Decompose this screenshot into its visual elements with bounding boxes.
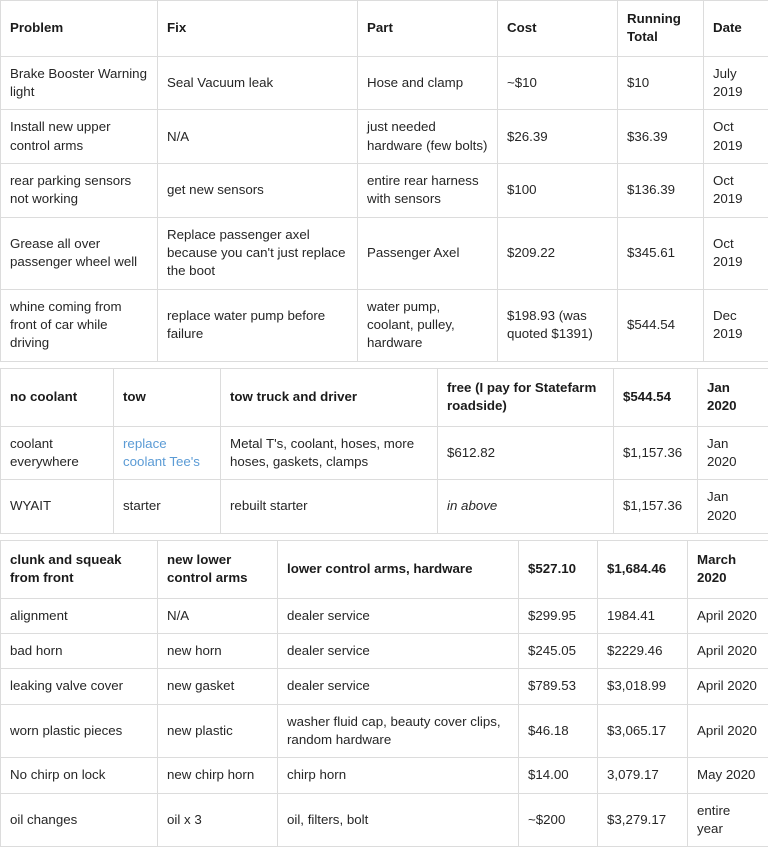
column-header-date: Jan 2020: [698, 368, 768, 426]
cell-part: chirp horn: [278, 758, 519, 793]
cell-cost: $299.95: [519, 598, 598, 633]
column-header-problem: no coolant: [1, 368, 114, 426]
table-row: [1, 426, 768, 480]
cell-problem: bad horn: [1, 633, 158, 668]
cell-date: May 2020: [688, 758, 768, 793]
cell-fix: new gasket: [158, 669, 278, 704]
cell-problem: WYAIT: [1, 480, 114, 534]
cell-fix: starter: [114, 480, 221, 534]
column-header-cost: Cost: [498, 1, 618, 57]
column-header-cost: $527.10: [519, 540, 598, 598]
column-header-running-total: $544.54: [614, 368, 698, 426]
cell-cost: $14.00: [519, 758, 598, 793]
cell-running-total: $136.39: [618, 164, 704, 218]
cell-fix: new plastic: [158, 704, 278, 758]
cell-part: entire rear harness with sensors: [358, 164, 498, 218]
cell-part: water pump, coolant, pulley, hardware: [358, 289, 498, 361]
cell-fix: oil x 3: [158, 793, 278, 847]
table-row: [1, 704, 768, 758]
table-row: [1, 289, 768, 361]
cell-running-total: $3,279.17: [598, 793, 688, 847]
cell-fix: N/A: [158, 110, 358, 164]
cell-part: oil, filters, bolt: [278, 793, 519, 847]
cell-running-total: 1984.41: [598, 598, 688, 633]
cell-fix: Seal Vacuum leak: [158, 56, 358, 110]
column-header-running-total: $1,684.46: [598, 540, 688, 598]
cell-date: July 2019: [704, 56, 768, 110]
table-row: [1, 217, 768, 289]
cell-problem: Grease all over passenger wheel well: [1, 217, 158, 289]
cell-problem: rear parking sensors not working: [1, 164, 158, 218]
cell-problem: Brake Booster Warning light: [1, 56, 158, 110]
cell-running-total: $544.54: [618, 289, 704, 361]
fix-link-replace-coolant-tees[interactable]: replace coolant Tee's: [123, 436, 200, 469]
cell-fix: [114, 426, 221, 480]
cell-part: dealer service: [278, 633, 519, 668]
column-header-part: tow truck and driver: [221, 368, 438, 426]
cell-date: Oct 2019: [704, 164, 768, 218]
table-row: [1, 793, 768, 847]
cell-cost: $100: [498, 164, 618, 218]
cell-cost: $26.39: [498, 110, 618, 164]
table-row: [1, 598, 768, 633]
table-header-row: [1, 1, 768, 57]
table-row: [1, 56, 768, 110]
table-row: [1, 669, 768, 704]
cell-part: washer fluid cap, beauty cover clips, random hardware: [278, 704, 519, 758]
column-header-fix: tow: [114, 368, 221, 426]
column-header-date: March 2020: [688, 540, 768, 598]
cell-part: just needed hardware (few bolts): [358, 110, 498, 164]
cell-cost: ~$10: [498, 56, 618, 110]
cell-problem: coolant everywhere: [1, 426, 114, 480]
cell-running-total: $345.61: [618, 217, 704, 289]
cell-date: April 2020: [688, 598, 768, 633]
cell-running-total: $36.39: [618, 110, 704, 164]
cell-running-total: $2229.46: [598, 633, 688, 668]
cell-problem: No chirp on lock: [1, 758, 158, 793]
cell-date: Jan 2020: [698, 426, 768, 480]
cell-cost: in above: [438, 480, 614, 534]
table-row: [1, 110, 768, 164]
cell-date: April 2020: [688, 669, 768, 704]
cell-date: Oct 2019: [704, 110, 768, 164]
table-row: [1, 758, 768, 793]
cell-fix: new horn: [158, 633, 278, 668]
cell-part: Metal T's, coolant, hoses, more hoses, gaskets, clamps: [221, 426, 438, 480]
cell-running-total: $10: [618, 56, 704, 110]
cell-running-total: 3,079.17: [598, 758, 688, 793]
column-header-problem: Problem: [1, 1, 158, 57]
cell-running-total: $1,157.36: [614, 480, 698, 534]
cell-part: rebuilt starter: [221, 480, 438, 534]
cell-fix: Replace passenger axel because you can't just replace the boot: [158, 217, 358, 289]
repair-table-2020: [0, 540, 768, 847]
cell-cost: $789.53: [519, 669, 598, 704]
cell-part: Hose and clamp: [358, 56, 498, 110]
cell-problem: oil changes: [1, 793, 158, 847]
cell-problem: alignment: [1, 598, 158, 633]
column-header-running-total: Running Total: [618, 1, 704, 57]
cell-cost: $209.22: [498, 217, 618, 289]
cell-fix: replace water pump before failure: [158, 289, 358, 361]
cell-date: April 2020: [688, 633, 768, 668]
cell-cost: $198.93 (was quoted $1391): [498, 289, 618, 361]
cell-cost: $612.82: [438, 426, 614, 480]
table-header-row: [1, 540, 768, 598]
cell-problem: leaking valve cover: [1, 669, 158, 704]
cell-date: April 2020: [688, 704, 768, 758]
repair-table-jan-2020: [0, 368, 768, 534]
cell-part: dealer service: [278, 669, 519, 704]
cell-running-total: $3,018.99: [598, 669, 688, 704]
cell-cost: ~$200: [519, 793, 598, 847]
table-row: [1, 633, 768, 668]
cell-date: entire year: [688, 793, 768, 847]
column-header-part: lower control arms, hardware: [278, 540, 519, 598]
table-row: [1, 480, 768, 534]
cell-date: Dec 2019: [704, 289, 768, 361]
cell-fix: N/A: [158, 598, 278, 633]
column-header-cost: free (I pay for Statefarm roadside): [438, 368, 614, 426]
repair-table-2019: [0, 0, 768, 362]
cell-date: Oct 2019: [704, 217, 768, 289]
cell-running-total: $3,065.17: [598, 704, 688, 758]
cell-part: dealer service: [278, 598, 519, 633]
cell-problem: worn plastic pieces: [1, 704, 158, 758]
cell-problem: Install new upper control arms: [1, 110, 158, 164]
column-header-fix: new lower control arms: [158, 540, 278, 598]
column-header-part: Part: [358, 1, 498, 57]
column-header-date: Date: [704, 1, 768, 57]
cell-cost: $245.05: [519, 633, 598, 668]
cell-cost: $46.18: [519, 704, 598, 758]
cell-date: Jan 2020: [698, 480, 768, 534]
cell-fix: new chirp horn: [158, 758, 278, 793]
table-header-row: [1, 368, 768, 426]
cell-problem: whine coming from front of car while driving: [1, 289, 158, 361]
cell-part: Passenger Axel: [358, 217, 498, 289]
column-header-fix: Fix: [158, 1, 358, 57]
cell-fix: get new sensors: [158, 164, 358, 218]
cell-running-total: $1,157.36: [614, 426, 698, 480]
table-row: [1, 164, 768, 218]
column-header-problem: clunk and squeak from front: [1, 540, 158, 598]
